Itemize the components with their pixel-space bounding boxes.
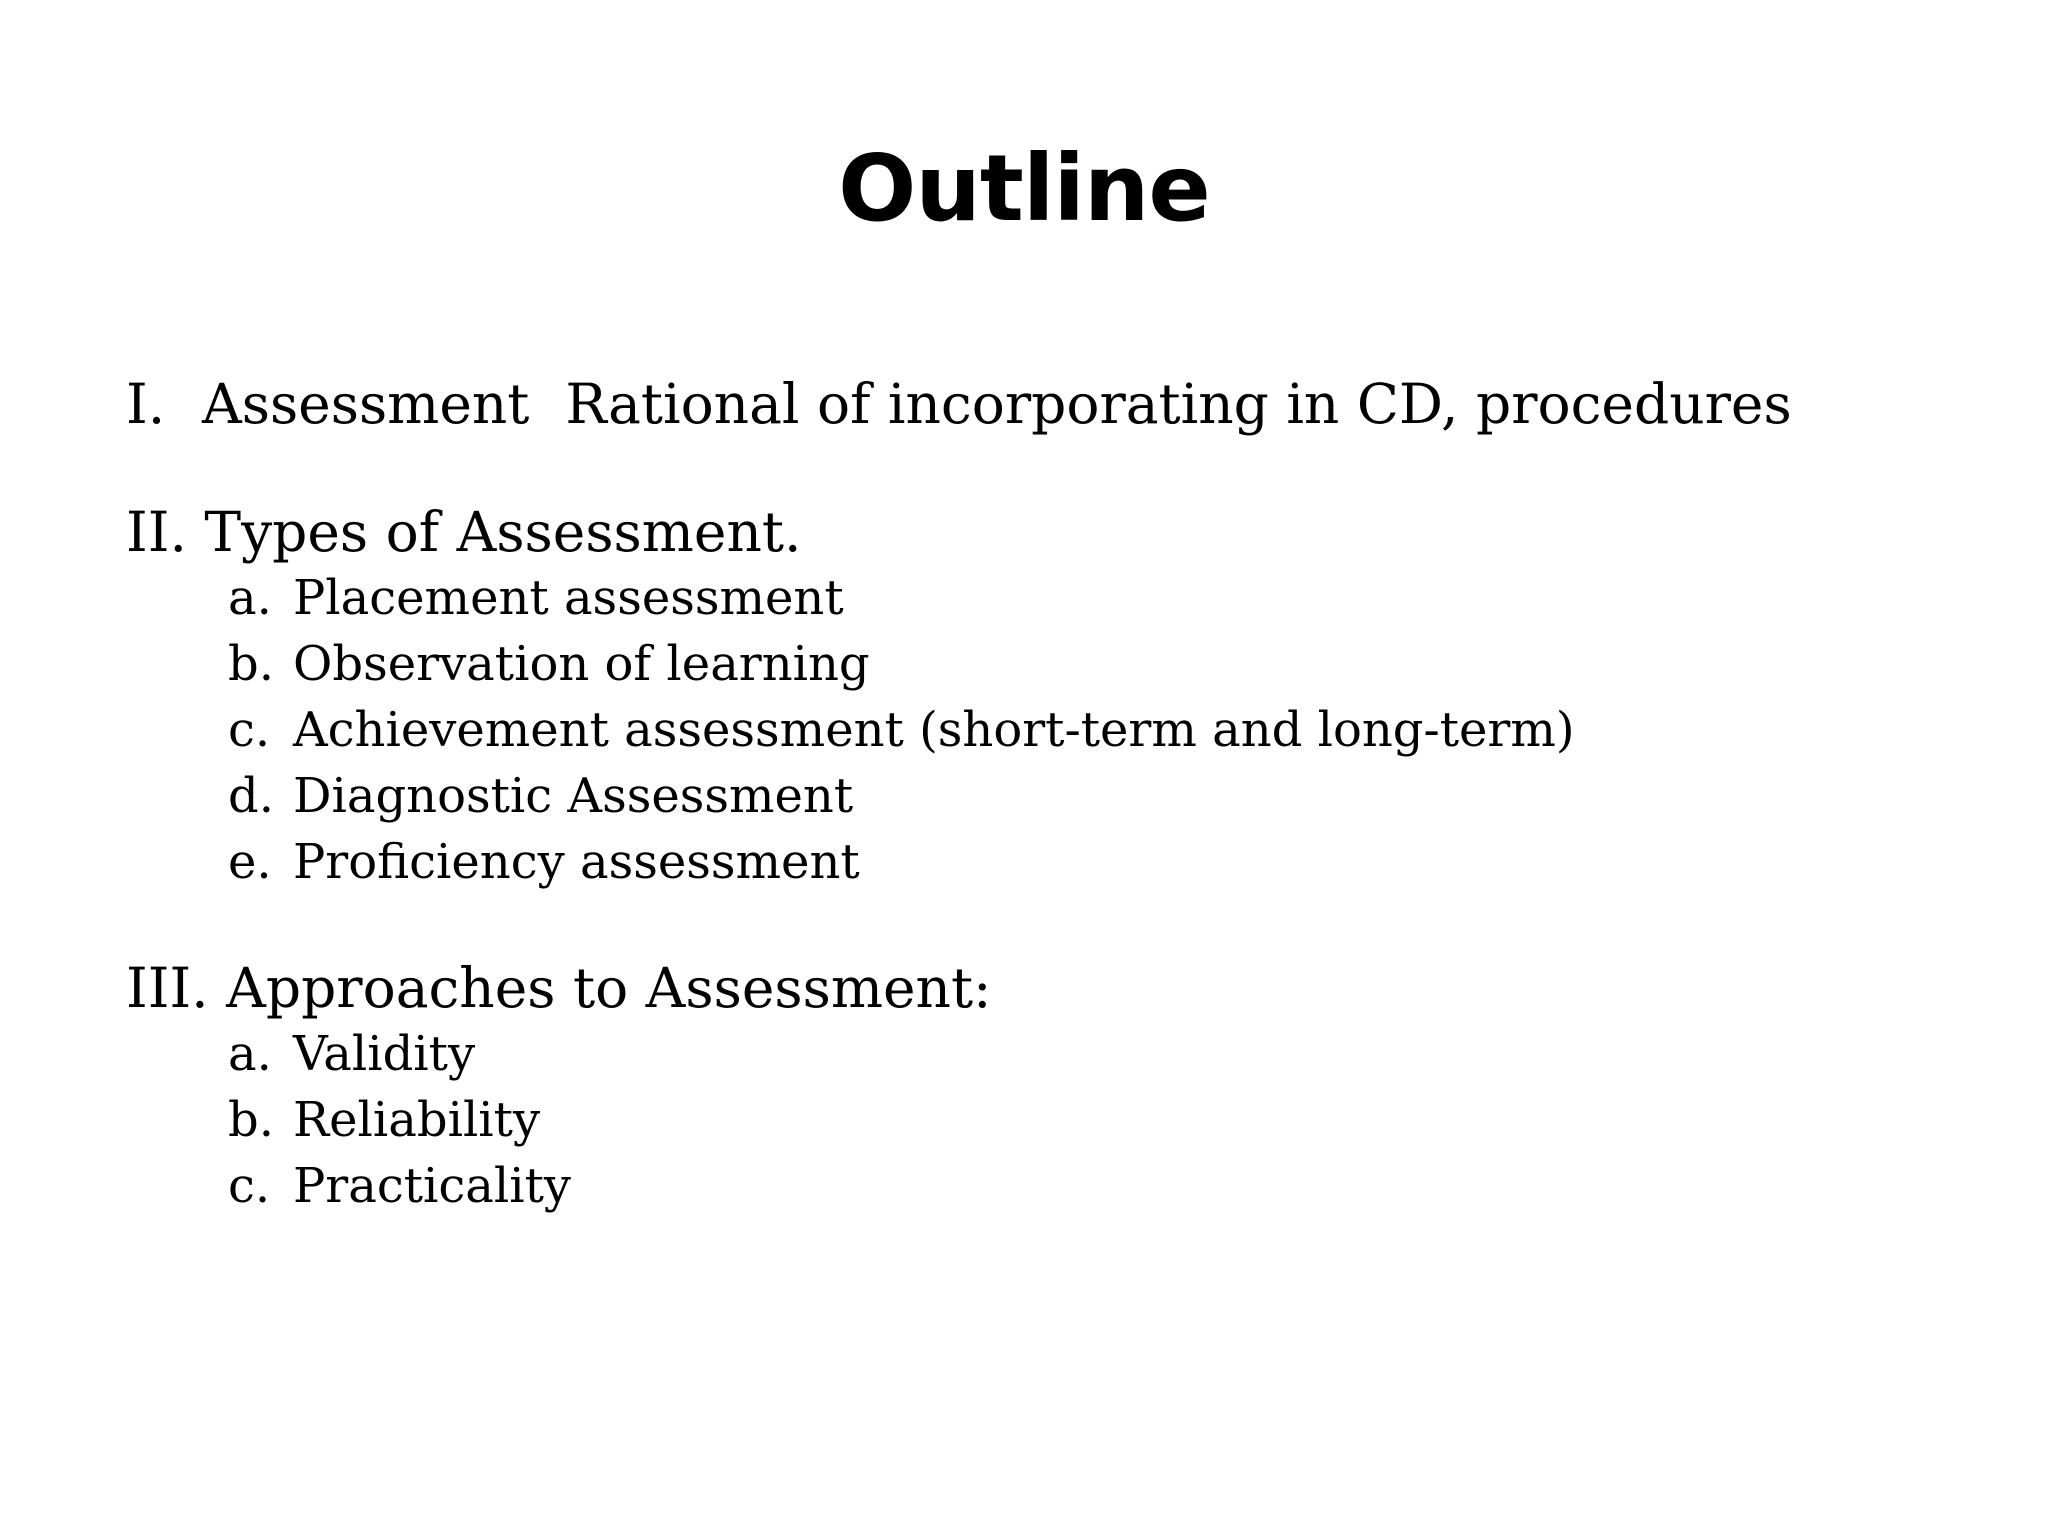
section-heading: Approaches to Assessment:: [226, 956, 992, 1020]
item-letter: d.: [228, 768, 274, 824]
item-letter: b.: [228, 1092, 274, 1148]
item-text: Diagnostic Assessment: [293, 768, 854, 824]
item-letter: a.: [228, 570, 272, 626]
list-item: [228, 832, 860, 892]
list-item: [228, 568, 844, 628]
outline-section-3: [126, 953, 992, 1023]
item-text: Observation of learning: [293, 636, 870, 692]
section-numeral: I.: [126, 372, 166, 436]
slide-title: Outline: [838, 135, 1210, 242]
section-numeral: II.: [126, 500, 187, 564]
item-letter: b.: [228, 636, 274, 692]
item-text: Reliability: [293, 1092, 541, 1148]
item-letter: c.: [228, 1158, 271, 1214]
item-text: Proficiency assessment: [293, 834, 860, 890]
item-text: Practicality: [293, 1158, 571, 1214]
list-item: [228, 700, 1575, 760]
section-heading: Types of Assessment.: [204, 500, 802, 564]
item-letter: a.: [228, 1026, 272, 1082]
outline-section-2: [126, 497, 801, 567]
list-item: [228, 1156, 571, 1216]
item-text: Placement assessment: [293, 570, 844, 626]
section-numeral: III.: [126, 956, 209, 1020]
item-text: Achievement assessment (short-term and long-term): [293, 702, 1575, 758]
list-item: [228, 766, 853, 826]
list-item: [228, 1090, 540, 1150]
item-text: Validity: [293, 1026, 476, 1082]
item-letter: c.: [228, 702, 271, 758]
item-letter: e.: [228, 834, 272, 890]
list-item: [228, 634, 870, 694]
section-heading-tail: Rational of incorporating in CD, procedures: [565, 372, 1792, 436]
section-heading: Assessment: [202, 372, 530, 436]
list-item: [228, 1024, 475, 1084]
outline-section-1: [126, 369, 1792, 439]
